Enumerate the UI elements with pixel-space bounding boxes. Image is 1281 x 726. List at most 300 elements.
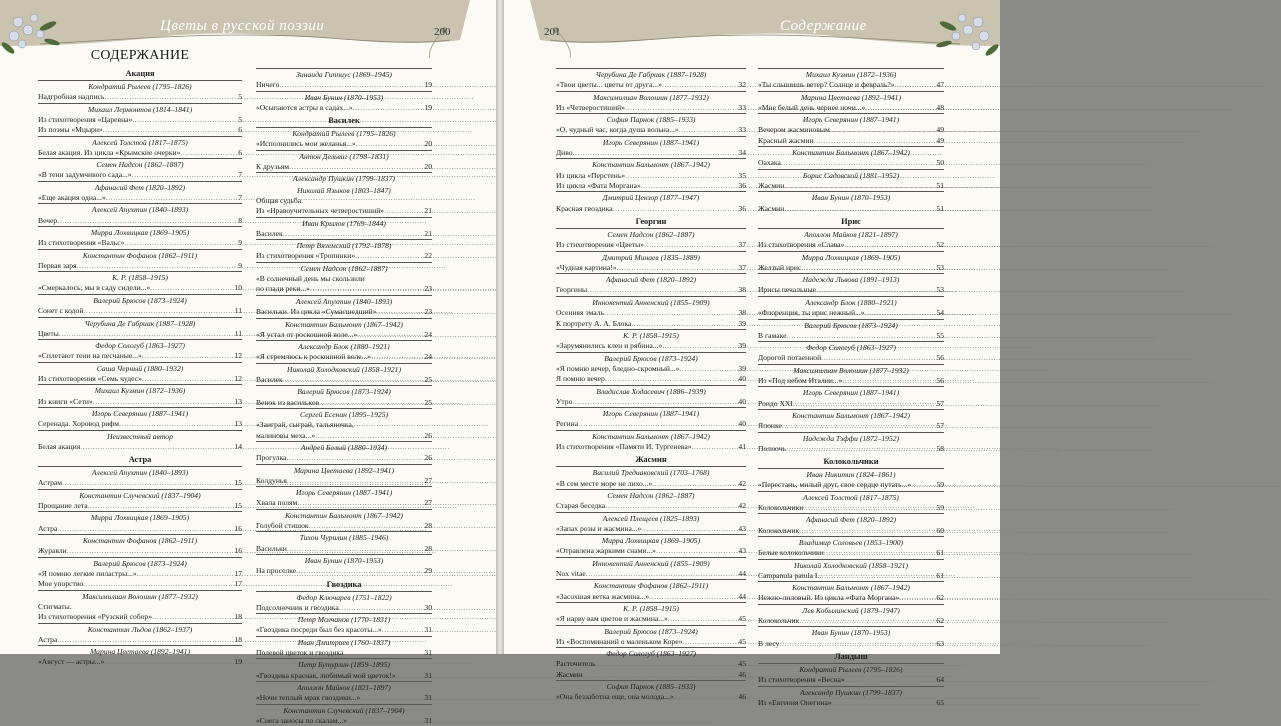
author-name: Валерий Брюсов (1873–1924): [38, 557, 242, 569]
toc-entry-page: 15: [234, 478, 242, 488]
author-name: Саша Черный (1880–1932): [38, 362, 242, 374]
dot-leader: [652, 479, 737, 489]
author-name: Игорь Северянин (1887–1941): [556, 407, 746, 419]
dot-leader: [641, 181, 738, 191]
toc-entry[interactable]: [256, 375, 432, 385]
dot-leader: [814, 136, 936, 146]
toc-entry[interactable]: [256, 251, 432, 261]
author-name: Александр Блок (1880–1921): [758, 296, 944, 308]
toc-entry-page: 32: [738, 80, 746, 90]
author-name: Константин Бальмонт (1867–1942): [556, 430, 746, 442]
author-name: Константин Бальмонт (1867–1942): [256, 318, 432, 330]
toc-entry[interactable]: [758, 80, 944, 90]
toc-entry-page: 56: [936, 375, 944, 385]
author-name: Иван Бунин (1870–1953): [256, 91, 432, 103]
toc-entry[interactable]: [556, 569, 746, 579]
toc-entry-title: Японке: [758, 421, 782, 431]
toc-entry[interactable]: [38, 602, 242, 612]
toc-entry[interactable]: [38, 397, 242, 407]
author-name: Игорь Северянин (1887–1941): [758, 386, 944, 398]
dot-leader: [93, 397, 234, 407]
dot-leader: [604, 308, 737, 318]
toc-entry-title: малиновы меха...»: [256, 430, 316, 440]
toc-entry[interactable]: [556, 501, 746, 511]
dot-leader: [57, 635, 233, 645]
left-header-title: Цветы в русской поэзии: [160, 18, 325, 34]
dot-leader: [347, 716, 423, 726]
toc-entry[interactable]: [556, 637, 746, 647]
toc-entry-title: «Ты слышишь ветер? Солнце и февраль?»: [758, 80, 895, 90]
dot-leader: [297, 498, 423, 508]
toc-entry[interactable]: [758, 480, 944, 490]
toc-entry[interactable]: [256, 229, 432, 239]
author-name: Федор Ключарев (1751–1822): [256, 591, 432, 603]
toc-entry-page: 43: [738, 546, 746, 556]
toc-entry-page: 18: [234, 612, 242, 622]
toc-entry-title: Колокольчики: [758, 502, 804, 512]
toc-entry[interactable]: [758, 204, 944, 214]
dot-leader: [296, 566, 423, 576]
dot-leader: [682, 637, 737, 647]
toc-entry-page: 5: [238, 114, 242, 124]
author-name: Марина Цветаева (1892–1941): [256, 464, 432, 476]
toc-entry-title: «В солнечный день мы скользили: [256, 274, 365, 284]
toc-entry-title: К друзьям: [256, 162, 290, 172]
toc-entry[interactable]: [758, 639, 944, 649]
toc-entry[interactable]: [38, 612, 242, 622]
dot-leader: [67, 546, 234, 556]
toc-entry-page: 19: [424, 80, 432, 90]
dot-leader: [662, 341, 737, 351]
toc-entry[interactable]: [758, 698, 944, 708]
toc-entry[interactable]: [556, 204, 746, 214]
toc-entry-title: Из «Четверостиший»: [556, 102, 626, 112]
dot-leader: [572, 397, 737, 407]
toc-entry[interactable]: [758, 103, 944, 113]
section-heading: Гвоздика: [326, 579, 362, 589]
toc-entry-title: Белая акация. Из цикла «Крымские очерки»: [38, 147, 181, 157]
toc-entry[interactable]: [256, 603, 432, 613]
toc-entry[interactable]: [556, 240, 746, 250]
toc-entry-page: 46: [738, 692, 746, 702]
toc-entry[interactable]: [38, 125, 242, 135]
toc-entry-title: Васильки: [256, 543, 287, 553]
section-heading: Ирис: [841, 217, 861, 227]
dot-leader: [62, 478, 233, 488]
toc-entry[interactable]: [256, 103, 432, 113]
toc-entry[interactable]: [38, 329, 242, 339]
toc-entry[interactable]: [38, 524, 242, 534]
right-page: [504, 0, 1000, 707]
dot-leader: [180, 148, 237, 158]
toc-entry[interactable]: [38, 569, 242, 579]
dot-leader: [150, 283, 233, 293]
toc-entry-page: 19: [424, 102, 432, 112]
dot-leader: [137, 569, 234, 579]
toc-entry-page: 12: [234, 351, 242, 361]
toc-entry[interactable]: [256, 476, 432, 486]
toc-entry-title: Из книги «Сети»: [38, 396, 93, 406]
toc-entry[interactable]: [758, 503, 944, 513]
toc-entry[interactable]: [556, 397, 746, 407]
toc-entry-title: «Снега заносы по скалам...»: [256, 715, 348, 725]
dot-leader: [821, 353, 935, 363]
toc-entry-title: «Исполнились мои желанья...»: [256, 139, 356, 149]
dot-leader: [396, 671, 424, 681]
toc-entry[interactable]: [38, 148, 242, 158]
toc-entry[interactable]: [256, 196, 432, 206]
toc-entry-page: 15: [234, 500, 242, 510]
toc-entry[interactable]: [758, 308, 944, 318]
toc-entry[interactable]: [556, 125, 746, 135]
author-name: Иннокентий Анненский (1855–1909): [556, 296, 746, 308]
dot-leader: [865, 308, 936, 318]
toc-entry[interactable]: [38, 478, 242, 488]
toc-entry[interactable]: [556, 80, 746, 90]
toc-entry-title: «В тени задумчивого сада...»: [38, 170, 132, 180]
toc-entry[interactable]: [758, 675, 944, 685]
author-name: Тихон Чурилин (1885–1946): [256, 531, 432, 543]
toc-entry-page: 6: [238, 147, 242, 157]
toc-entry-page: 26: [424, 453, 432, 463]
dot-leader: [781, 158, 936, 168]
toc-entry-page: 52: [936, 240, 944, 250]
toc-entry-page: 7: [238, 170, 242, 180]
dot-leader: [142, 374, 234, 384]
toc-entry-page: 50: [936, 158, 944, 168]
toc-entry[interactable]: [38, 442, 242, 452]
author-name: Сергей Есенин (1895–1925): [256, 408, 432, 420]
toc-entry[interactable]: [556, 319, 746, 329]
toc-entry-page: 44: [738, 569, 746, 578]
dot-leader: [782, 421, 936, 431]
toc-entry[interactable]: [256, 566, 432, 576]
author-name: К. Р. (1858–1915): [556, 329, 746, 341]
dot-leader: [103, 125, 237, 135]
toc-entry[interactable]: [758, 263, 944, 273]
toc-entry[interactable]: [256, 206, 432, 216]
toc-entry[interactable]: [556, 670, 746, 680]
author-name: Игорь Северянин (1887–1941): [256, 486, 432, 498]
toc-entry[interactable]: [38, 92, 242, 102]
toc-entry[interactable]: [758, 421, 944, 431]
toc-entry[interactable]: [556, 308, 746, 318]
toc-entry[interactable]: [758, 399, 944, 409]
toc-entry-title: «Я нарву вам цветов и жасмина...»: [556, 614, 668, 624]
toc-entry-title: «Сплетают тени на песчаные...»: [38, 351, 142, 361]
toc-entry[interactable]: [256, 521, 432, 531]
toc-entry-title: Полевой цветок и гвоздика: [256, 648, 344, 658]
toc-entry-page: 28: [424, 543, 432, 553]
toc-entry-title: Из «Евгения Онегина»: [758, 697, 832, 707]
toc-entry[interactable]: [38, 579, 242, 589]
right-page-number: 201: [544, 26, 561, 38]
toc-entry-title: Василек: [256, 228, 283, 238]
toc-entry-page: 11: [234, 306, 242, 316]
toc-entry[interactable]: [758, 526, 944, 536]
toc-entry[interactable]: [38, 261, 242, 271]
toc-entry[interactable]: [556, 442, 746, 452]
dot-leader: [674, 692, 738, 702]
dot-leader: [821, 571, 935, 581]
toc-entry[interactable]: [256, 716, 432, 726]
toc-entry[interactable]: [256, 307, 432, 317]
dot-leader: [309, 521, 424, 531]
toc-entry[interactable]: [256, 139, 432, 149]
toc-entry-page: 22: [424, 251, 432, 261]
toc-entry-title: Колокольчик: [758, 616, 800, 626]
toc-entry-title: Сонет с кодой: [38, 306, 84, 316]
dot-leader: [310, 284, 424, 294]
author-name: Максимилиан Волошин (1877–1932): [38, 590, 242, 602]
toc-entry[interactable]: [556, 614, 746, 624]
author-name: Семен Надсон (1862–1887): [556, 489, 746, 501]
author-name: Алексей Апухтин (1840–1893): [38, 466, 242, 478]
dot-leader: [803, 503, 935, 513]
toc-entry[interactable]: [556, 546, 746, 556]
author-name: Зинаида Гиппиус (1869–1945): [256, 68, 432, 80]
toc-entry-page: 13: [234, 419, 242, 429]
toc-entry-page: 57: [936, 421, 944, 431]
toc-entry[interactable]: [38, 374, 242, 384]
dot-leader: [793, 399, 935, 409]
toc-entry-title: Первая заря: [38, 260, 77, 270]
author-name: Александр Пушкин (1799–1837): [256, 172, 432, 184]
dot-leader: [104, 657, 233, 667]
author-name: Михаил Кузмин (1872–1936): [38, 384, 242, 396]
author-name: Константин Случевский (1837–1904): [38, 489, 242, 501]
dot-leader: [382, 625, 424, 635]
toc-entry[interactable]: [256, 693, 432, 703]
toc-entry-page: 39: [738, 363, 746, 373]
toc-entry[interactable]: [256, 625, 432, 635]
toc-entry-title: Из стихотворения «Царевна»: [38, 114, 133, 124]
toc-entry[interactable]: [256, 398, 432, 408]
toc-entry[interactable]: [38, 170, 242, 180]
author-name: София Парнок (1885–1933): [556, 113, 746, 125]
author-name: Алексей Толстой (1817–1875): [38, 136, 242, 148]
toc-entry-page: 46: [738, 669, 746, 679]
toc-entry-title: Из «Воспоминаний о маленьком Коре»: [556, 636, 683, 646]
author-name: Валерий Брюсов (1873–1924): [758, 319, 944, 331]
toc-entry[interactable]: [758, 444, 944, 454]
toc-entry-title: Из поэмы «Мцыри»: [38, 125, 103, 135]
toc-entry[interactable]: [556, 479, 746, 489]
dot-leader: [668, 614, 738, 624]
author-name: София Парнок (1885–1933): [556, 680, 746, 692]
toc-entry-page: 45: [738, 659, 746, 669]
dot-leader: [289, 162, 423, 172]
toc-entry[interactable]: [38, 216, 242, 226]
dot-leader: [319, 398, 423, 408]
toc-entry[interactable]: [38, 115, 242, 125]
toc-entry[interactable]: [556, 171, 746, 181]
toc-entry[interactable]: [758, 548, 944, 558]
toc-entry[interactable]: [256, 80, 432, 90]
toc-entry-page: 21: [424, 206, 432, 216]
toc-entry-page: 24: [424, 329, 432, 339]
toc-entry[interactable]: [758, 593, 944, 603]
toc-entry-title: Жасмин: [758, 181, 785, 191]
toc-entry-title: Nox vitae: [556, 569, 586, 578]
toc-entry[interactable]: [758, 331, 944, 341]
toc-entry[interactable]: [556, 341, 746, 351]
toc-entry-title: Белые колокольчики: [758, 548, 824, 558]
toc-entry-page: 51: [936, 181, 944, 191]
toc-entry[interactable]: [256, 431, 432, 441]
toc-entry[interactable]: [38, 283, 242, 293]
toc-entry[interactable]: [758, 353, 944, 363]
toc-entry[interactable]: [758, 616, 944, 626]
toc-entry[interactable]: [38, 193, 242, 203]
toc-entry-title: Из стихотворения «Слава»: [758, 240, 845, 250]
toc-entry-title: Хвала полям: [256, 498, 298, 508]
toc-entry[interactable]: [256, 671, 432, 681]
toc-entry-title: Дорогой потаенной: [758, 353, 822, 363]
toc-entry-page: 30: [424, 602, 432, 612]
toc-entry[interactable]: [556, 419, 746, 429]
toc-entry[interactable]: [556, 263, 746, 273]
dot-leader: [287, 544, 424, 554]
toc-entry-page: 9: [238, 238, 242, 248]
toc-entry[interactable]: [256, 274, 432, 284]
toc-entry-page: 39: [738, 318, 746, 328]
toc-entry-title: Мое упорство: [38, 579, 84, 589]
toc-entry-page: 49: [936, 125, 944, 135]
dot-leader: [605, 501, 737, 511]
toc-entry-title: Георгины: [556, 285, 588, 295]
toc-entry-page: 53: [936, 285, 944, 295]
toc-entry[interactable]: [556, 148, 746, 158]
toc-entry[interactable]: [758, 376, 944, 386]
toc-entry[interactable]: [758, 571, 944, 581]
toc-entry[interactable]: [556, 374, 746, 384]
dot-leader: [573, 148, 738, 158]
toc-entry[interactable]: [256, 420, 432, 430]
toc-entry[interactable]: [256, 352, 432, 362]
toc-entry[interactable]: [256, 544, 432, 554]
toc-entry[interactable]: [556, 592, 746, 602]
author-name: Алексей Толстой (1817–1875): [758, 491, 944, 503]
dot-leader: [142, 351, 234, 361]
author-name: Константин Бальмонт (1867–1942): [256, 509, 432, 521]
toc-entry[interactable]: [758, 181, 944, 191]
toc-entry-page: 16: [234, 546, 242, 556]
toc-entry[interactable]: [556, 692, 746, 702]
author-name: Аполлон Майков (1821–1897): [256, 681, 432, 693]
toc-entry[interactable]: [556, 659, 746, 669]
toc-entry[interactable]: [758, 125, 944, 135]
toc-entry[interactable]: [256, 498, 432, 508]
author-name: Дмитрий Цензор (1877–1947): [556, 191, 746, 203]
author-name: Максимилиан Волошин (1877–1932): [556, 91, 746, 103]
right-column-1: [556, 68, 746, 703]
section-heading: Ландыш: [834, 652, 868, 662]
toc-entry-page: 57: [936, 398, 944, 408]
dot-leader: [631, 319, 737, 329]
toc-entry-page: 11: [234, 328, 242, 338]
toc-entry-page: 65: [936, 697, 944, 707]
toc-entry[interactable]: [38, 546, 242, 556]
toc-entry[interactable]: [256, 453, 432, 463]
toc-entry[interactable]: [256, 648, 432, 658]
dot-leader: [88, 501, 234, 511]
left-page: [0, 0, 496, 725]
toc-entry-title: Полночь: [758, 443, 786, 453]
toc-entry[interactable]: [556, 364, 746, 374]
toc-entry[interactable]: [758, 136, 944, 146]
toc-entry-page: 12: [234, 373, 242, 383]
toc-entry[interactable]: [556, 103, 746, 113]
author-name: Иван Бунин (1870–1953): [758, 626, 944, 638]
author-name: Константин Бальмонт (1867–1942): [758, 409, 944, 421]
toc-entry-title: «Я помню вечер, бледно-скромный...»: [556, 363, 680, 373]
toc-entry-title: «Смеркалось; мы в саду сидели...»: [38, 283, 151, 293]
toc-entry-page: 34: [738, 148, 746, 158]
toc-entry-page: 31: [424, 670, 432, 680]
toc-entry-page: 37: [738, 262, 746, 272]
toc-entry[interactable]: [38, 306, 242, 316]
toc-entry[interactable]: [758, 158, 944, 168]
author-name: Александр Пушкин (1799–1837): [758, 686, 944, 698]
author-name: Черубина Де Габриак (1887–1928): [556, 68, 746, 80]
toc-entry-page: 14: [234, 441, 242, 451]
dot-leader: [371, 352, 423, 362]
section-heading: Георгин: [635, 217, 667, 227]
section-heading: Астра: [128, 455, 152, 465]
toc-entry[interactable]: [38, 635, 242, 645]
toc-entry[interactable]: [556, 524, 746, 534]
author-name: Иван Никитин (1824–1861): [758, 468, 944, 480]
contents-title: СОДЕРЖАНИЕ: [90, 48, 190, 63]
dot-leader: [355, 251, 423, 261]
toc-entry-title: Из «Нравоучительных четверостиший»: [256, 206, 385, 216]
dot-leader: [786, 331, 935, 341]
toc-entry[interactable]: [556, 181, 746, 191]
author-name: Семен Надсон (1862–1887): [556, 228, 746, 240]
author-name: Константин Льдов (1862–1937): [38, 623, 242, 635]
toc-entry[interactable]: [556, 285, 746, 295]
toc-entry[interactable]: [758, 240, 944, 250]
toc-entry-title: Прощание лета: [38, 500, 88, 510]
toc-entry-title: Я помню вечер: [556, 374, 605, 384]
toc-entry[interactable]: [38, 419, 242, 429]
author-name: Иван Бунин (1870–1953): [758, 191, 944, 203]
toc-entry-page: 58: [936, 443, 944, 453]
author-name: Мирра Лохвицкая (1869–1905): [556, 534, 746, 546]
toc-entry[interactable]: [38, 238, 242, 248]
toc-entry[interactable]: [256, 162, 432, 172]
toc-entry-title: Надгробная надпись: [38, 92, 105, 102]
toc-entry[interactable]: [38, 501, 242, 511]
author-name: Константин Бальмонт (1867–1942): [556, 158, 746, 170]
toc-entry[interactable]: [256, 330, 432, 340]
toc-entry-title: Расточитель: [556, 659, 596, 669]
toc-entry-page: 54: [936, 308, 944, 318]
toc-entry-title: «Осыпаются астры в садах...»: [256, 102, 353, 112]
toc-entry-page: 49: [936, 135, 944, 145]
toc-entry[interactable]: [256, 284, 432, 294]
toc-entry-title: Оахака: [758, 158, 781, 168]
toc-entry-title: «Отравлена жаркими снами...»: [556, 546, 656, 556]
author-name: Черубина Де Габриак (1887–1928): [38, 317, 242, 329]
right-header: [504, 0, 1000, 60]
toc-entry-page: 18: [234, 634, 242, 644]
toc-entry[interactable]: [38, 657, 242, 667]
toc-entry[interactable]: [38, 351, 242, 361]
toc-entry-page: 17: [234, 568, 242, 578]
toc-entry[interactable]: [758, 285, 944, 295]
